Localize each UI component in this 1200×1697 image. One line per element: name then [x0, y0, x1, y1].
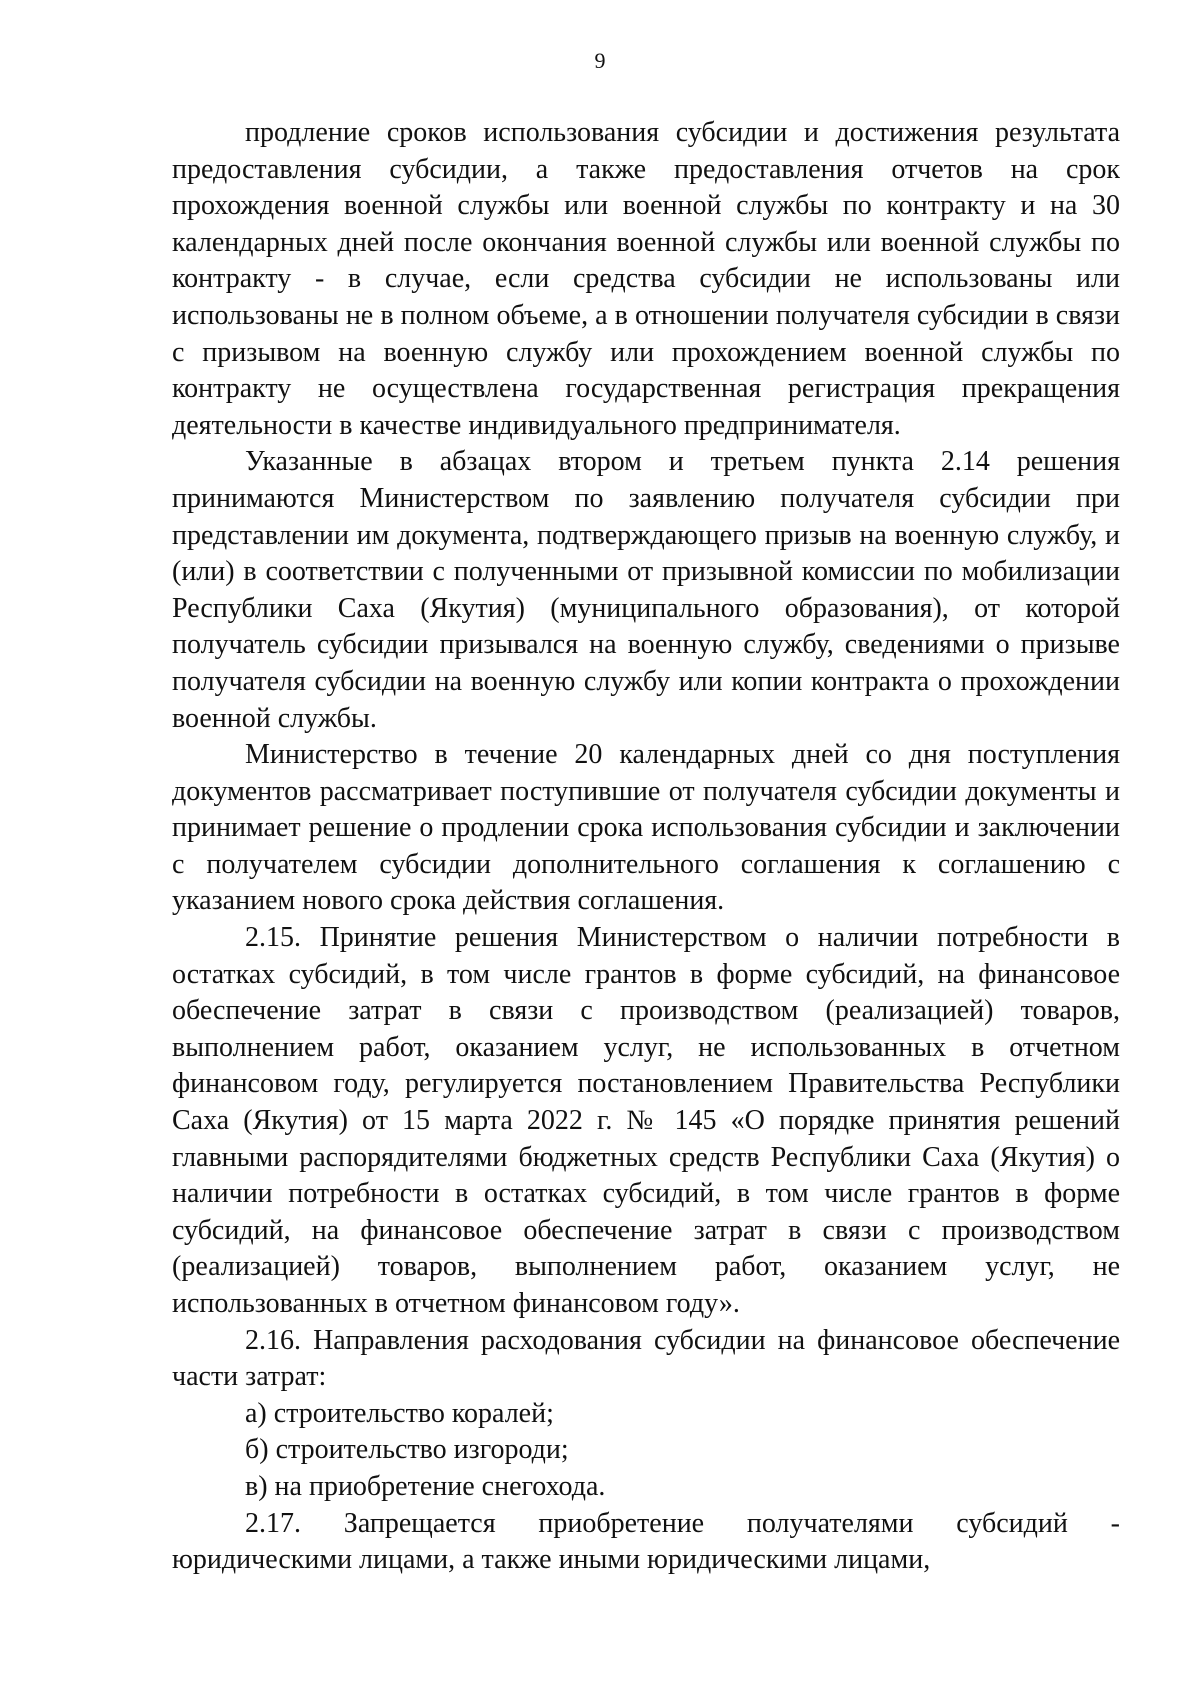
- document-body: [172, 115, 1120, 1579]
- paragraph-2-17: 2.17. Запрещается приобретение получателями субсидий - юридическими лицами, а также иными юридическими лицами,: [172, 1507, 1120, 1576]
- paragraph-2-15: 2.15. Принятие решения Министерством о наличии потребности в остатках субсидий, в том числе грантов в форме субсидий, на финансовое обеспечение затрат в связи с производством (реализацией) товаров, выполнением работ, оказанием услуг, не использованных в отчетном финансовом году, регулируется постановлением Правительства Республики Саха (Якутия) от 15 марта 2022 г. № 145 «О порядке принятия решений главными распорядителями бюджетных средств Республики Саха (Якутия) о наличии потребности в остатках субсидий, в том числе грантов в форме субсидий, на финансовое обеспечение затрат в связи с производством (реализацией) товаров, выполнением работ, оказанием услуг, не использованных в отчетном финансовом году».: [172, 922, 1120, 1319]
- list-item: в) на приобретение снегохода.: [245, 1470, 606, 1502]
- paragraph-continuation: продление сроков использования субсидии и достижения результата предоставления субсидии, а также предоставления отчетов на срок прохождения военной службы или военной службы по контракту и на 30 календарных дней после окончания военной службы или военной службы по контракту - в случае, если средства субсидии не использованы или использованы не в полном объеме, а в отношении получателя субсидии в связи с призывом на военную службу или прохождением военной службы по контракту не осуществлена государственная регистрация прекращения деятельности в качестве индивидуального предпринимателя.: [172, 117, 1120, 441]
- paragraph-2-16: 2.16. Направления расходования субсидии на финансовое обеспечение части затрат:: [172, 1324, 1120, 1393]
- list-item: б) строительство изгороди;: [245, 1434, 569, 1466]
- paragraph: Министерство в течение 20 календарных дней со дня поступления документов рассматривает поступившие от получателя субсидии документы и принимает решение о продлении срока использования субсидии и заключении с получателем субсидии дополнительного соглашения к соглашению с указанием нового срока действия соглашения.: [172, 739, 1120, 917]
- list-item: а) строительство коралей;: [245, 1397, 554, 1429]
- paragraph: Указанные в абзацах втором и третьем пункта 2.14 решения принимаются Министерством по заявлению получателя субсидии при представлении им документа, подтверждающего призыв на военную службу, и (или) в соответствии с полученными от призывной комиссии по мобилизации Республики Саха (Якутия) (муниципального образования), от которой получатель субсидии призывался на военную службу, сведениями о призыве получателя субсидии на военную службу или копии контракта о прохождении военной службы.: [172, 446, 1120, 734]
- page-number: 9: [594, 48, 606, 73]
